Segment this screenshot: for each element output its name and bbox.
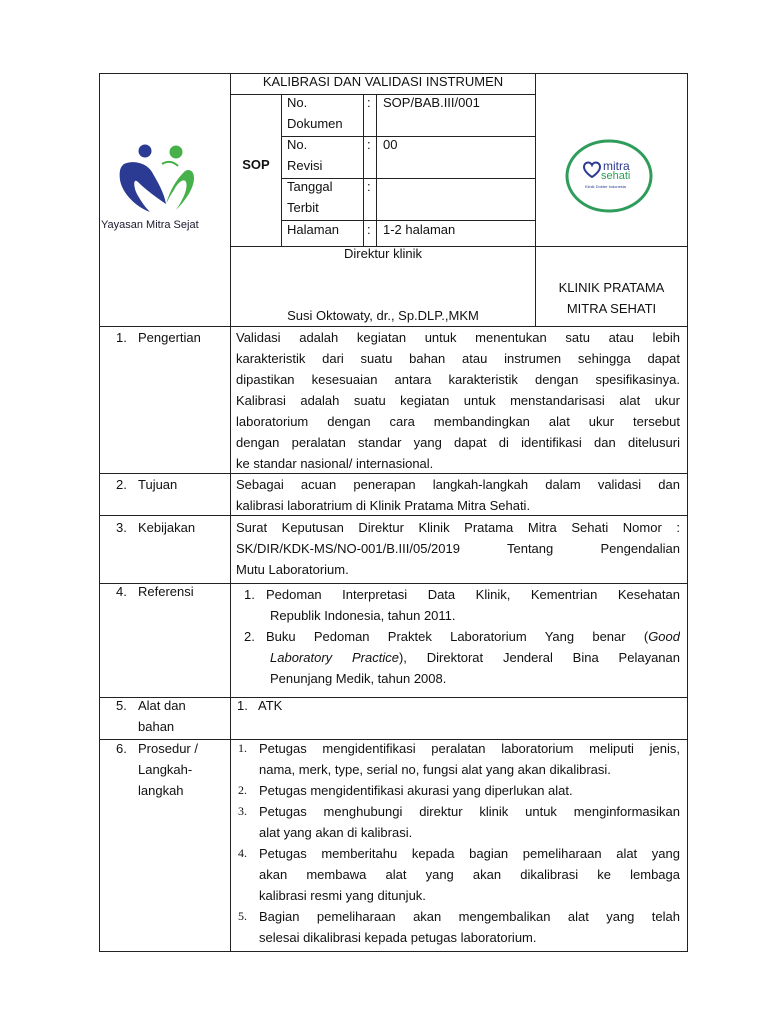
mitra-tagline-text: Klinik Dokter Indonesia — [585, 184, 626, 189]
field-page-label-1: Halaman — [287, 222, 340, 237]
section-kebijakan-label: Kebijakan — [138, 520, 196, 535]
alat-item-text: ATK — [258, 698, 283, 713]
step-line: Petugas mengidentifikasi peralatan laboratorium meliputi jenis, — [259, 741, 680, 756]
field-rev-colon: : — [367, 137, 371, 152]
referensi-item-1 — [266, 584, 680, 605]
step-line: kalibrasi resmi yang ditunjuk. — [259, 888, 426, 903]
yayasan-logo-text: Yayasan Mitra Sejat — [101, 219, 199, 231]
step-line: Petugas mengidentifikasi akurasi yang diperlukan alat. — [259, 783, 573, 798]
tujuan-line: kalibrasi laboratrium di Klinik Pratama Mitra Sehati. — [236, 498, 531, 513]
tujuan-line: Sebagai acuan penerapan langkah-langkah dalam validasi dan — [236, 477, 680, 492]
field-doc-label-2: Dokumen — [287, 116, 343, 131]
director-label: Direktur klinik — [343, 246, 422, 261]
pengertian-line: dengan peralatan standar yang dapat di identifikasi dan ditelusuri — [236, 435, 680, 450]
section-alat-label-1: Alat dan — [138, 698, 186, 713]
field-doc-value: SOP/BAB.III/001 — [383, 95, 480, 110]
referensi-item-2 — [266, 626, 680, 668]
step-num: 3. — [238, 804, 247, 818]
field-date-label-2: Terbit — [287, 200, 319, 215]
section-pengertian-label: Pengertian — [138, 330, 201, 345]
section-prosedur-label-1: Prosedur / — [138, 741, 198, 756]
field-doc-label-1: No. — [287, 95, 308, 110]
referensi-text: ), Direktorat Jenderal Bina Pelayanan — [398, 650, 680, 665]
divider-colon-left — [363, 94, 364, 246]
section-pengertian-body — [236, 327, 680, 474]
document-title: KALIBRASI DAN VALIDASI INSTRUMEN — [262, 74, 504, 89]
step-line: akan membawa alat yang akan dikalibrasi ke lembaga — [259, 867, 680, 882]
mitra-sehati-logo — [565, 138, 653, 214]
sop-label: SOP — [242, 157, 270, 172]
section-tujuan-label: Tujuan — [138, 477, 178, 492]
referensi-item-line — [266, 626, 680, 647]
field-rev-label-2: Revisi — [287, 158, 323, 173]
field-page-value: 1-2 halaman — [383, 222, 456, 237]
divider-section-5 — [99, 697, 688, 698]
section-prosedur-label-2: Langkah- — [138, 762, 193, 777]
divider-label-col — [230, 73, 231, 952]
step-line: Bagian pemeliharaan akan mengembalikan alat yang telah — [259, 909, 680, 924]
pengertian-line: laboratorium dengan cara membandingkan alat ukur tersebut — [236, 414, 680, 429]
referensi-item-line: Penunjang Medik, tahun 2008. — [270, 671, 447, 686]
section-pengertian-num: 1. — [116, 330, 127, 345]
clinic-name-line-2: MITRA SEHATI — [566, 301, 657, 316]
yayasan-logo — [100, 140, 230, 240]
section-referensi-label: Referensi — [138, 584, 194, 599]
divider-colon-right — [376, 94, 377, 246]
section-referensi-num: 4. — [116, 584, 127, 599]
section-tujuan-body — [236, 474, 680, 516]
mitra-brand-text: mitra — [603, 159, 630, 173]
referensi-item-line: Pedoman Interpretasi Data Klinik, Kementrian Kesehatan — [266, 587, 680, 602]
section-prosedur-label-3: langkah — [138, 783, 184, 798]
clinic-name-line-1: KLINIK PRATAMA — [558, 280, 665, 295]
step-item — [259, 780, 680, 801]
step-item — [259, 906, 680, 948]
border-right — [687, 73, 688, 952]
section-kebijakan-body — [236, 517, 680, 580]
divider-sop-col — [281, 94, 282, 246]
step-num: 2. — [238, 783, 247, 797]
section-alat-label-2: bahan — [138, 719, 175, 734]
field-page-colon: : — [367, 222, 371, 237]
pengertian-line: ke standar nasional/ internasional. — [236, 456, 434, 471]
step-line: nama, merk, type, serial no, fungsi alat yang akan dikalibrasi. — [259, 762, 611, 777]
divider-field-1 — [281, 136, 536, 137]
yayasan-logo-icon — [100, 140, 230, 218]
pengertian-line: dipastikan kesesuaian antara karakteristik dengan spesifikasinya. — [236, 372, 680, 387]
kebijakan-line: Surat Keputusan Direktur Klinik Pratama Mitra Sehati Nomor : — [236, 520, 680, 535]
referensi-italic-text: Good — [648, 629, 680, 644]
field-doc-colon: : — [367, 95, 371, 110]
step-num: 4. — [238, 846, 247, 860]
pengertian-line: karakteristik dari suatu bahan atau instrumen sehingga dapat — [236, 351, 680, 366]
director-name: Susi Oktowaty, dr., Sp.DLP.,MKM — [287, 308, 479, 323]
step-num: 5. — [238, 909, 247, 923]
section-tujuan-num: 2. — [116, 477, 127, 492]
step-num: 1. — [238, 741, 247, 755]
field-date-label-1: Tanggal — [287, 179, 333, 194]
referensi-text: Buku Pedoman Praktek Laboratorium Yang benar ( — [266, 629, 649, 644]
field-rev-label-1: No. — [287, 137, 308, 152]
border-bottom — [99, 951, 688, 952]
step-item — [259, 843, 680, 906]
step-item — [259, 801, 680, 843]
section-kebijakan-num: 3. — [116, 520, 127, 535]
alat-item-num: 1. — [237, 698, 248, 713]
section-alat-num: 5. — [116, 698, 127, 713]
sehati-brand-text: sehati — [601, 170, 631, 182]
step-line: selesai dikalibrasi kepada petugas laboratorium. — [259, 930, 537, 945]
step-line: alat yang akan di kalibrasi. — [259, 825, 413, 840]
kebijakan-line: SK/DIR/KDK-MS/NO-001/B.III/05/2019 Tentang Pengendalian — [236, 541, 680, 556]
section-prosedur-num: 6. — [116, 741, 127, 756]
referensi-item-num: 2. — [244, 629, 255, 644]
step-line: Petugas menghubungi direktur klinik untuk menginformasikan — [259, 804, 680, 819]
step-line: Petugas memberitahu kepada bagian pemeliharaan alat yang — [259, 846, 680, 861]
referensi-italic-text: Laboratory Practice — [270, 650, 399, 665]
referensi-item-line: Republik Indonesia, tahun 2011. — [270, 608, 456, 623]
kebijakan-line: Mutu Laboratorium. — [236, 562, 349, 577]
pengertian-line: Kalibrasi adalah suatu kegiatan untuk menstandarisasi alat ukur — [236, 393, 680, 408]
field-rev-value: 00 — [383, 137, 398, 152]
referensi-item-line — [270, 647, 680, 668]
pengertian-line: Validasi adalah kegiatan untuk menentukan satu atau lebih — [236, 330, 680, 345]
field-date-colon: : — [367, 179, 371, 194]
step-item — [259, 738, 680, 780]
referensi-item-num: 1. — [244, 587, 255, 602]
